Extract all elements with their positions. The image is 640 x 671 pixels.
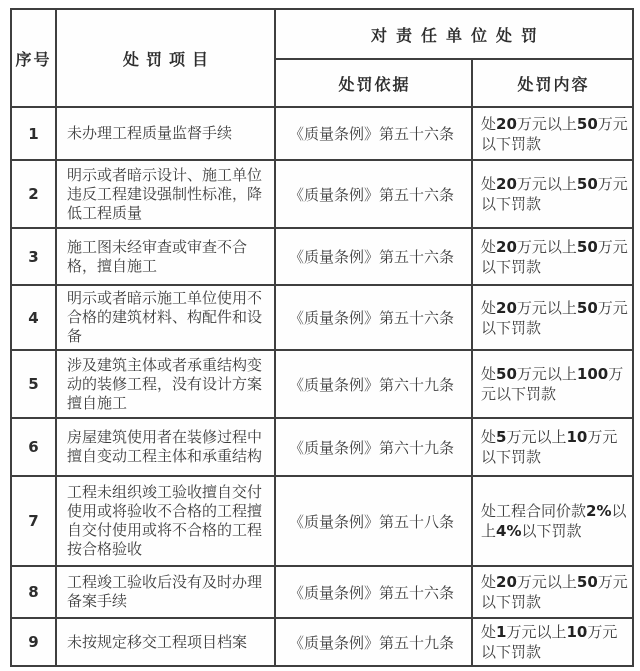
cell-serial-number: 5 [11, 350, 56, 418]
cell-penalty-item: 房屋建筑使用者在装修过程中擅自变动工程主体和承重结构 [56, 418, 275, 476]
table-row [11, 418, 633, 476]
cell-penalty-basis: 《质量条例》第五十六条 [275, 107, 472, 160]
cell-penalty-basis: 《质量条例》第五十八条 [275, 476, 472, 566]
cell-serial-number: 9 [11, 618, 56, 666]
table-row [11, 566, 633, 618]
table-row [11, 618, 633, 666]
header-responsible-unit-penalty: 对责任单位处罚 [275, 9, 633, 59]
cell-serial-number: 8 [11, 566, 56, 618]
cell-penalty-basis: 《质量条例》第五十九条 [275, 618, 472, 666]
cell-serial-number: 1 [11, 107, 56, 160]
cell-penalty-content: 处20万元以上50万元以下罚款 [472, 228, 633, 285]
penalty-table [10, 8, 634, 667]
header-penalty-content: 处罚内容 [472, 59, 633, 107]
header-serial-number: 序号 [11, 9, 56, 107]
cell-penalty-item: 未办理工程质量监督手续 [56, 107, 275, 160]
table-row [11, 160, 633, 228]
cell-penalty-content: 处20万元以上50万元以下罚款 [472, 566, 633, 618]
cell-serial-number: 4 [11, 285, 56, 350]
cell-penalty-content: 处20万元以上50万元以下罚款 [472, 160, 633, 228]
cell-penalty-item: 明示或者暗示施工单位使用不合格的建筑材料、构配件和设备 [56, 285, 275, 350]
table-row [11, 228, 633, 285]
cell-penalty-basis: 《质量条例》第五十六条 [275, 566, 472, 618]
table-row [11, 285, 633, 350]
cell-penalty-item: 涉及建筑主体或者承重结构变动的装修工程，没有设计方案擅自施工 [56, 350, 275, 418]
table-row [11, 350, 633, 418]
cell-serial-number: 7 [11, 476, 56, 566]
table-row [11, 476, 633, 566]
cell-penalty-basis: 《质量条例》第五十六条 [275, 285, 472, 350]
cell-penalty-basis: 《质量条例》第六十九条 [275, 350, 472, 418]
cell-penalty-content: 处20万元以上50万元以下罚款 [472, 107, 633, 160]
cell-penalty-item: 未按规定移交工程项目档案 [56, 618, 275, 666]
cell-penalty-item: 工程未组织竣工验收擅自交付使用或将验收不合格的工程擅自交付使用或将不合格的工程按合格验收 [56, 476, 275, 566]
cell-serial-number: 2 [11, 160, 56, 228]
cell-penalty-content: 处5万元以上10万元以下罚款 [472, 418, 633, 476]
cell-penalty-content: 处1万元以上10万元以下罚款 [472, 618, 633, 666]
cell-penalty-content: 处50万元以上100万元以下罚款 [472, 350, 633, 418]
cell-penalty-item: 工程竣工验收后没有及时办理备案手续 [56, 566, 275, 618]
cell-penalty-basis: 《质量条例》第五十六条 [275, 160, 472, 228]
header-penalty-basis: 处罚依据 [275, 59, 472, 107]
cell-serial-number: 6 [11, 418, 56, 476]
cell-penalty-content: 处工程合同价款2%以上4%以下罚款 [472, 476, 633, 566]
cell-penalty-content: 处20万元以上50万元以下罚款 [472, 285, 633, 350]
cell-penalty-item: 施工图未经审查或审查不合格，擅自施工 [56, 228, 275, 285]
cell-serial-number: 3 [11, 228, 56, 285]
cell-penalty-item: 明示或者暗示设计、施工单位违反工程建设强制性标准，降低工程质量 [56, 160, 275, 228]
header-row-top [11, 9, 633, 59]
header-penalty-item: 处罚项目 [56, 9, 275, 107]
table-row [11, 107, 633, 160]
cell-penalty-basis: 《质量条例》第五十六条 [275, 228, 472, 285]
cell-penalty-basis: 《质量条例》第六十九条 [275, 418, 472, 476]
